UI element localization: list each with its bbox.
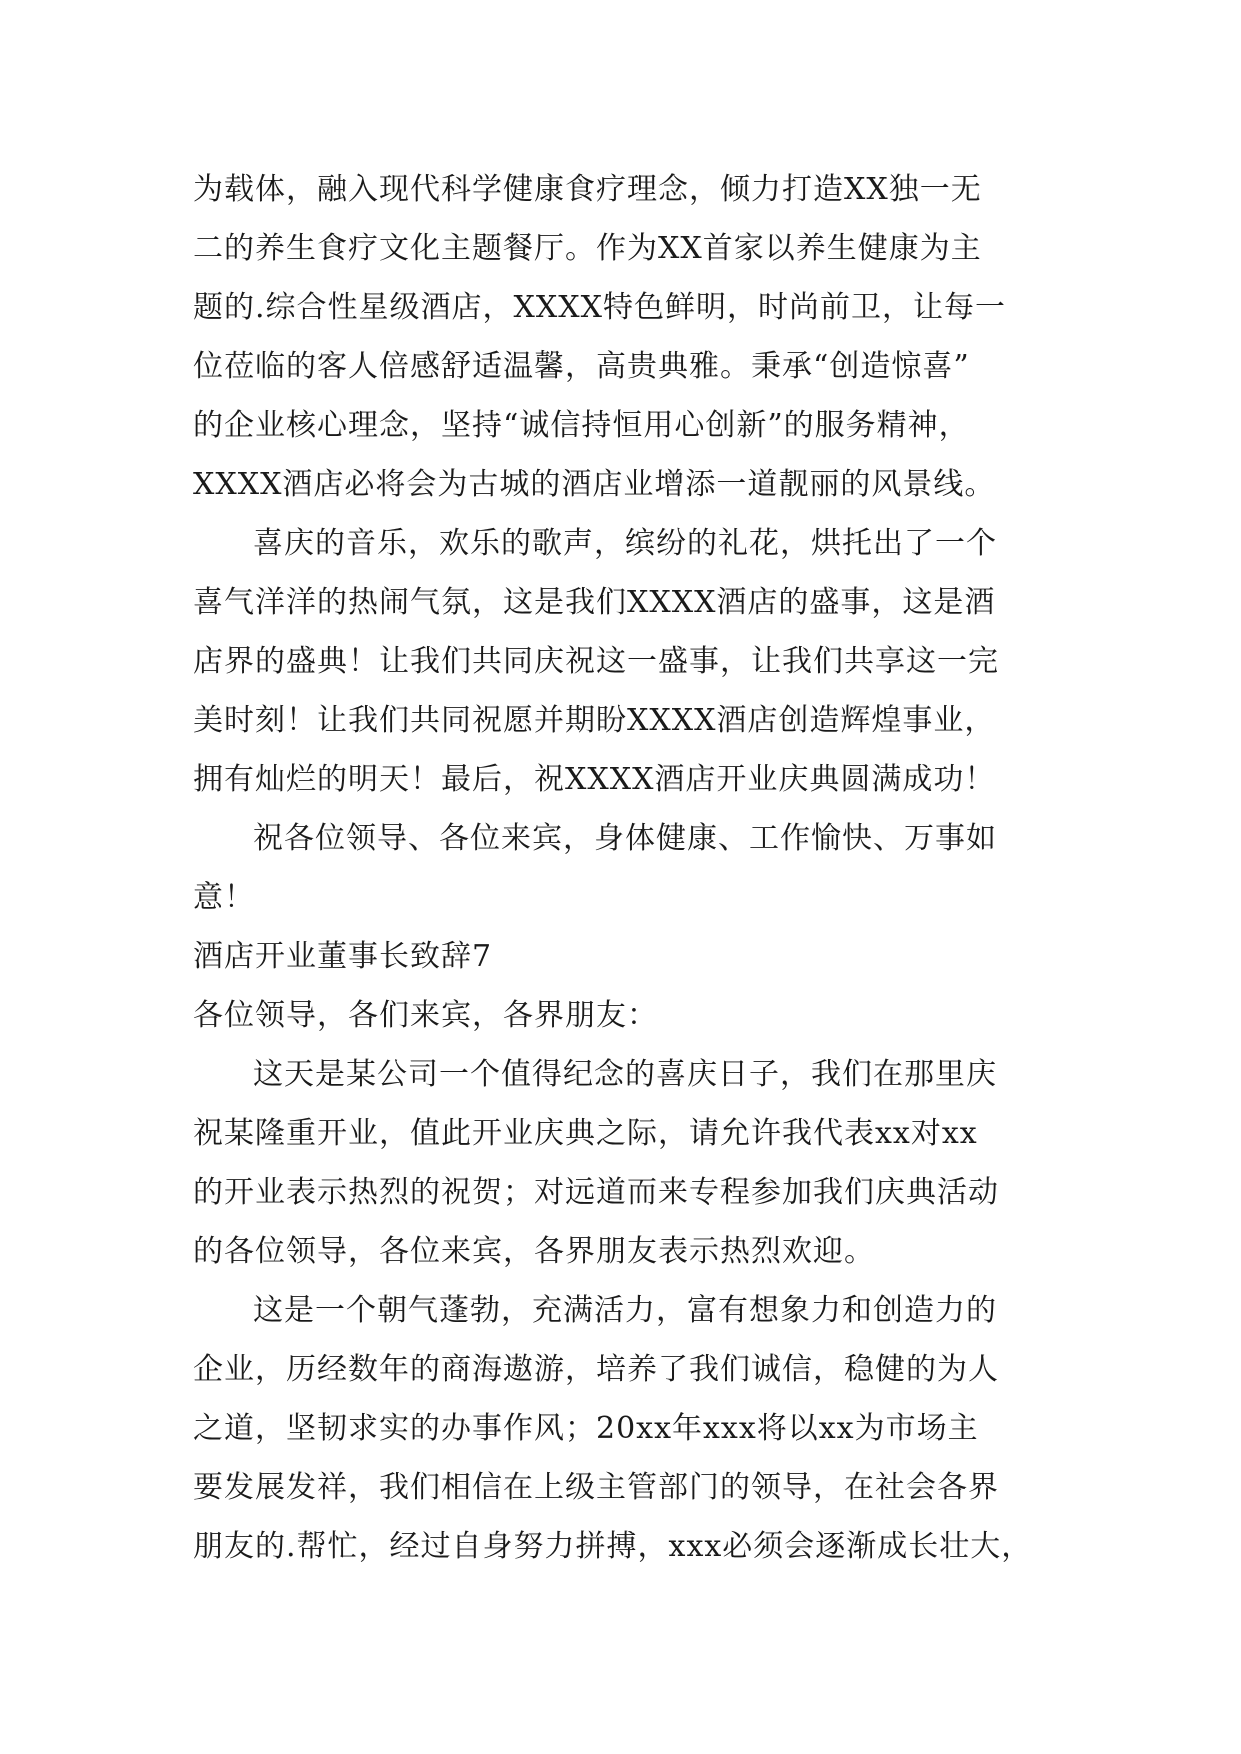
text-line: 朋友的.帮忙，经过自身努力拼搏，xxx必须会逐渐成长壮大， <box>193 1529 1033 1564</box>
text-line: 美时刻！让我们共同祝愿并期盼XXXX酒店创造辉煌事业， <box>193 703 996 738</box>
text-line: 的开业表示热烈的祝贺；对远道而来专程参加我们庆典活动 <box>193 1175 999 1210</box>
text-line: 喜气洋洋的热闹气氛，这是我们XXXX酒店的盛事，这是酒 <box>193 585 996 620</box>
text-line: 拥有灿烂的明天！最后，祝XXXX酒店开业庆典圆满成功！ <box>193 762 996 797</box>
salutation: 各位领导，各们来宾，各界朋友： <box>193 998 658 1033</box>
text-line: 祝某隆重开业，值此开业庆典之际，请允许我代表xx对xx <box>193 1116 978 1151</box>
text-line: 位莅临的客人倍感舒适温馨，高贵典雅。秉承“创造惊喜” <box>193 349 970 384</box>
text-line: XXXX酒店必将会为古城的酒店业增添一道靓丽的风景线。 <box>193 467 996 502</box>
paragraph-first-line: 这是一个朝气蓬勃，充满活力，富有想象力和创造力的 <box>253 1293 997 1328</box>
text-line: 店界的盛典！让我们共同庆祝这一盛事，让我们共享这一完 <box>193 644 999 679</box>
document-page <box>193 160 1050 1576</box>
section-heading: 酒店开业董事长致辞7 <box>193 939 493 974</box>
text-line: 要发展发祥，我们相信在上级主管部门的领导，在社会各界 <box>193 1470 999 1505</box>
paragraph-first-line: 这天是某公司一个值得纪念的喜庆日子，我们在那里庆 <box>253 1057 997 1092</box>
paragraph-first-line: 祝各位领导、各位来宾，身体健康、工作愉快、万事如 <box>253 821 997 856</box>
text-line: 企业，历经数年的商海遨游，培养了我们诚信，稳健的为人 <box>193 1352 999 1387</box>
text-line: 之道，坚韧求实的办事作风；20xx年xxx将以xx为市场主 <box>193 1411 979 1446</box>
text-line: 题的.综合性星级酒店，XXXX特色鲜明，时尚前卫，让每一 <box>193 290 1006 325</box>
text-line: 为载体，融入现代科学健康食疗理念，倾力打造XX独一无 <box>193 172 982 207</box>
text-line: 的各位领导，各位来宾，各界朋友表示热烈欢迎。 <box>193 1234 875 1269</box>
paragraph-first-line: 喜庆的音乐，欢乐的歌声，缤纷的礼花，烘托出了一个 <box>253 526 997 561</box>
text-line: 二的养生食疗文化主题餐厅。作为XX首家以养生健康为主 <box>193 231 982 266</box>
text-line: 的企业核心理念，坚持“诚信持恒用心创新”的服务精神， <box>193 408 970 443</box>
text-line: 意！ <box>193 880 255 915</box>
